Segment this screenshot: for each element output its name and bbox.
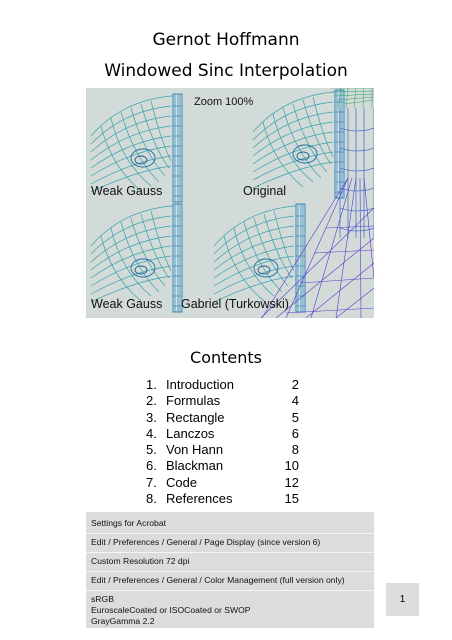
toc-page: 6 xyxy=(291,425,299,441)
toc-page: 12 xyxy=(284,474,299,490)
zoom-label: Zoom 100% xyxy=(194,96,254,108)
wireframe-illustration xyxy=(86,88,374,318)
toc-page: 15 xyxy=(284,491,299,507)
settings-divider xyxy=(86,533,374,534)
toc-item[interactable] xyxy=(146,410,306,426)
settings-line: Settings for Acrobat xyxy=(91,518,166,528)
contents-heading: Contents xyxy=(190,348,262,367)
caption-weak-gauss-top: Weak Gauss xyxy=(91,184,163,198)
toc-number: 8. xyxy=(146,491,157,507)
toc-page: 5 xyxy=(291,409,299,425)
toc-item[interactable] xyxy=(146,458,306,474)
settings-line: Custom Resolution 72 dpi xyxy=(91,556,190,566)
acrobat-settings-box xyxy=(86,512,374,628)
toc-item[interactable] xyxy=(146,377,306,393)
toc-page: 8 xyxy=(291,442,299,458)
document-subtitle: Windowed Sinc Interpolation xyxy=(104,61,348,81)
toc-item[interactable] xyxy=(146,475,306,491)
toc-title: Lanczos xyxy=(166,425,215,441)
caption-original: Original xyxy=(243,184,287,198)
caption-gabriel: Gabriel (Turkowski) xyxy=(181,297,289,311)
settings-line: sRGB xyxy=(91,594,114,604)
toc-page: 2 xyxy=(291,377,299,392)
settings-line: EuroscaleCoated or ISOCoated or SWOP xyxy=(91,605,251,615)
toc-page: 10 xyxy=(284,458,299,474)
toc-number: 1. xyxy=(146,377,157,392)
toc-number: 3. xyxy=(146,409,157,425)
caption-weak-gauss-bottom: Weak Gauss xyxy=(91,297,163,311)
settings-divider xyxy=(86,552,374,553)
toc-number: 4. xyxy=(146,425,157,441)
toc-title: Formulas xyxy=(166,393,221,409)
settings-line: Edit / Preferences / General / Page Display (since version 6) xyxy=(91,537,321,547)
toc-page: 4 xyxy=(291,393,299,409)
toc-title: Rectangle xyxy=(166,409,225,425)
settings-line: Edit / Preferences / General / Color Management (full version only) xyxy=(91,575,345,585)
settings-line: GrayGamma 2.2 xyxy=(91,616,155,626)
toc-title: Von Hann xyxy=(166,442,224,458)
toc-number: 7. xyxy=(146,474,157,490)
toc-number: 2. xyxy=(146,393,157,409)
toc-item[interactable] xyxy=(146,393,306,409)
toc-title: Introduction xyxy=(166,377,234,392)
page-number: 1 xyxy=(386,583,419,616)
toc-item[interactable] xyxy=(146,426,306,442)
toc-item[interactable] xyxy=(146,491,306,507)
toc-item[interactable] xyxy=(146,442,306,458)
table-of-contents xyxy=(146,377,306,507)
settings-divider xyxy=(86,590,374,591)
wireframe-figure xyxy=(86,88,374,318)
toc-title: Code xyxy=(166,474,198,490)
toc-number: 6. xyxy=(146,458,157,474)
toc-title: References xyxy=(166,491,233,507)
toc-number: 5. xyxy=(146,442,157,458)
settings-divider xyxy=(86,571,374,572)
document-title: Gernot Hoffmann xyxy=(152,30,300,50)
toc-title: Blackman xyxy=(166,458,224,474)
